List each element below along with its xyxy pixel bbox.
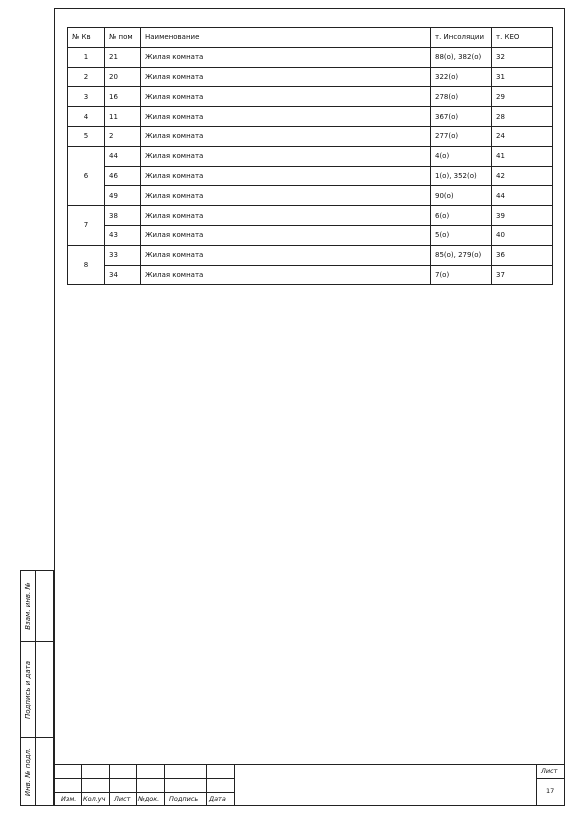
room-cell: 44 xyxy=(105,146,141,166)
tb-podpis-label: Подпись xyxy=(169,795,199,803)
stamp-podpis-label: Подпись и дата xyxy=(24,660,33,719)
insolation-cell: 7(о) xyxy=(431,265,492,285)
insolation-cell: 85(о), 279(о) xyxy=(431,245,492,265)
table-row xyxy=(68,146,553,166)
apt-cell: 7 xyxy=(68,206,105,246)
tb-list-label: Лист xyxy=(114,795,131,803)
keo-cell: 32 xyxy=(492,47,553,67)
name-cell: Жилая комната xyxy=(141,67,431,87)
room-cell: 20 xyxy=(105,67,141,87)
apt-cell: 2 xyxy=(68,67,105,87)
header-insolation: т. Инсоляции xyxy=(431,28,492,48)
name-cell: Жилая комната xyxy=(141,146,431,166)
stamp-inv xyxy=(20,737,54,806)
keo-cell: 28 xyxy=(492,107,553,127)
keo-cell: 41 xyxy=(492,146,553,166)
keo-cell: 31 xyxy=(492,67,553,87)
name-cell: Жилая комната xyxy=(141,265,431,285)
name-cell: Жилая комната xyxy=(141,126,431,146)
tb-ndok-label: №док. xyxy=(138,795,160,803)
insolation-cell: 277(о) xyxy=(431,126,492,146)
table-row xyxy=(68,107,553,127)
keo-cell: 24 xyxy=(492,126,553,146)
insolation-cell: 5(о) xyxy=(431,225,492,245)
room-cell: 46 xyxy=(105,166,141,186)
insolation-cell: 367(о) xyxy=(431,107,492,127)
stamp-vzam-label: Взам. инв. № xyxy=(24,582,32,630)
keo-cell: 39 xyxy=(492,206,553,226)
insolation-table xyxy=(67,27,553,285)
table-row xyxy=(68,47,553,67)
apt-cell: 5 xyxy=(68,126,105,146)
tb-sheet-label: Лист xyxy=(541,767,558,775)
apt-cell: 1 xyxy=(68,47,105,67)
table-header-row xyxy=(68,28,553,48)
keo-cell: 29 xyxy=(492,87,553,107)
name-cell: Жилая комната xyxy=(141,245,431,265)
header-room: № пом xyxy=(105,28,141,48)
tb-kolvo-label: Кол.уч xyxy=(83,795,106,803)
header-keo: т. КЕО xyxy=(492,28,553,48)
keo-cell: 36 xyxy=(492,245,553,265)
stamp-inv-label: Инв. № подл. xyxy=(24,747,33,796)
insolation-cell: 88(о), 382(о) xyxy=(431,47,492,67)
tb-data-label: Дата xyxy=(209,795,226,803)
room-cell: 34 xyxy=(105,265,141,285)
room-cell: 43 xyxy=(105,225,141,245)
apt-cell: 3 xyxy=(68,87,105,107)
room-cell: 49 xyxy=(105,186,141,206)
table-row xyxy=(68,225,553,245)
apt-cell: 8 xyxy=(68,245,105,285)
room-cell: 11 xyxy=(105,107,141,127)
apt-cell: 6 xyxy=(68,146,105,205)
name-cell: Жилая комната xyxy=(141,186,431,206)
name-cell: Жилая комната xyxy=(141,206,431,226)
table-row xyxy=(68,166,553,186)
insolation-cell: 1(о), 352(о) xyxy=(431,166,492,186)
name-cell: Жилая комната xyxy=(141,87,431,107)
stamp-podpis xyxy=(20,641,54,738)
keo-cell: 37 xyxy=(492,265,553,285)
table-row xyxy=(68,265,553,285)
room-cell: 38 xyxy=(105,206,141,226)
table-row xyxy=(68,87,553,107)
tb-sheet-number: 17 xyxy=(546,787,555,795)
name-cell: Жилая комната xyxy=(141,166,431,186)
header-name: Наименование xyxy=(141,28,431,48)
insolation-cell: 4(о) xyxy=(431,146,492,166)
table-row xyxy=(68,126,553,146)
room-cell: 33 xyxy=(105,245,141,265)
insolation-cell: 322(о) xyxy=(431,67,492,87)
name-cell: Жилая комната xyxy=(141,47,431,67)
keo-cell: 42 xyxy=(492,166,553,186)
keo-cell: 44 xyxy=(492,186,553,206)
table-row xyxy=(68,206,553,226)
insolation-cell: 90(о) xyxy=(431,186,492,206)
room-cell: 21 xyxy=(105,47,141,67)
name-cell: Жилая комната xyxy=(141,107,431,127)
name-cell: Жилая комната xyxy=(141,225,431,245)
room-cell: 2 xyxy=(105,126,141,146)
apt-cell: 4 xyxy=(68,107,105,127)
header-apt: № Кв xyxy=(68,28,105,48)
table-row xyxy=(68,67,553,87)
stamp-vzam xyxy=(20,570,54,642)
insolation-cell: 278(о) xyxy=(431,87,492,107)
insolation-cell: 6(о) xyxy=(431,206,492,226)
table-row xyxy=(68,186,553,206)
keo-cell: 40 xyxy=(492,225,553,245)
tb-izm-label: Изм. xyxy=(61,795,77,803)
table-row xyxy=(68,245,553,265)
room-cell: 16 xyxy=(105,87,141,107)
